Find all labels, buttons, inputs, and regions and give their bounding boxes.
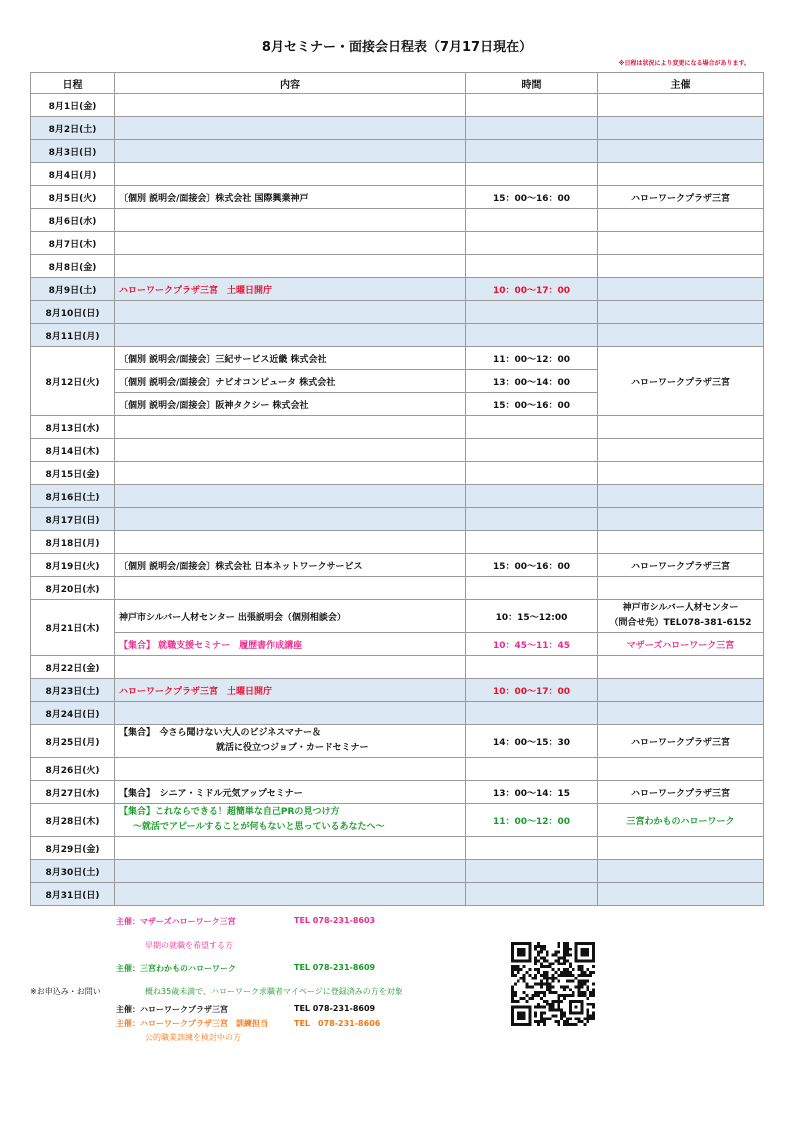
date-cell: 8月29日(金) [31, 837, 115, 860]
event-content: ハローワークプラザ三宮 土曜日開庁 [115, 278, 466, 301]
date-cell: 8月22日(金) [31, 656, 115, 679]
event-content [115, 804, 466, 837]
header-time: 時間 [466, 73, 598, 94]
event-content: 〔個別 説明会/面接会〕阪神タクシー 株式会社 [115, 393, 466, 416]
date-cell: 8月8日(金) [31, 255, 115, 278]
table-row [31, 531, 764, 554]
training-tel: TEL 078-231-8606 [294, 1019, 381, 1028]
event-time: 15：00〜16：00 [466, 554, 598, 577]
wakamono-tel: TEL 078-231-8609 [294, 963, 376, 972]
event-content: ハローワークプラザ三宮 土曜日開庁 [115, 679, 466, 702]
table-row [31, 656, 764, 679]
date-cell: 8月19日(火) [31, 554, 115, 577]
date-cell: 8月31日(日) [31, 883, 115, 906]
date-cell: 8月27日(水) [31, 781, 115, 804]
date-cell: 8月28日(木) [31, 804, 115, 837]
event-host: ハローワークプラザ三宮 [598, 347, 764, 416]
event-time: 15：00〜16：00 [466, 393, 598, 416]
date-cell: 8月23日(土) [31, 679, 115, 702]
inquiry-label: ※お申込み・お問い [30, 987, 101, 996]
training-target: 公的職業訓練を検討中の方 [145, 1033, 241, 1042]
event-host: ハローワークプラザ三宮 [598, 725, 764, 758]
table-row [31, 702, 764, 725]
date-cell: 8月24日(日) [31, 702, 115, 725]
table-row [31, 439, 764, 462]
date-cell: 8月12日(火) [31, 347, 115, 416]
event-host: マザーズハローワーク三宮 [598, 633, 764, 656]
date-cell: 8月7日(木) [31, 232, 115, 255]
header-date: 日程 [31, 73, 115, 94]
event-time: 10：45〜11：45 [466, 633, 598, 656]
mothers-host: 主催：マザーズハローワーク三宮 [116, 917, 236, 926]
event-time: 11：00〜12：00 [466, 804, 598, 837]
event-time: 13：00〜14：15 [466, 781, 598, 804]
mothers-tel: TEL 078-231-8603 [294, 916, 376, 925]
event-content [115, 725, 466, 758]
plaza-tel: TEL 078-231-8609 [294, 1004, 376, 1013]
table-row [31, 860, 764, 883]
event-host [598, 600, 764, 633]
table-row [31, 837, 764, 860]
date-cell: 8月10日(日) [31, 301, 115, 324]
event-content: 〔個別 説明会/面接会〕ナビオコンピュータ 株式会社 [115, 370, 466, 393]
date-cell: 8月5日(火) [31, 186, 115, 209]
table-row [31, 633, 764, 656]
event-content: 〔個別 説明会/面接会〕三紀サービス近畿 株式会社 [115, 347, 466, 370]
table-row [31, 508, 764, 531]
table-row [31, 804, 764, 837]
schedule-table [30, 72, 764, 906]
event-title-line1: 【集合】これならできる！超簡単な自己PRの見つけ方 [119, 807, 340, 817]
date-cell: 8月13日(水) [31, 416, 115, 439]
event-content: 〔個別 説明会/面接会〕株式会社 国際興業神戸 [115, 186, 466, 209]
date-cell: 8月2日(土) [31, 117, 115, 140]
qr-code-icon [509, 942, 597, 1026]
table-row [31, 347, 764, 370]
schedule-note: ※日程は状況により変更になる場合があります。 [618, 60, 750, 67]
date-cell: 8月11日(月) [31, 324, 115, 347]
date-cell: 8月25日(月) [31, 725, 115, 758]
table-row [31, 600, 764, 633]
event-content: 神戸市シルバー人材センター 出張説明会（個別相談会） [115, 600, 466, 633]
event-host: ハローワークプラザ三宮 [598, 186, 764, 209]
table-row [31, 278, 764, 301]
table-row [31, 140, 764, 163]
table-row [31, 301, 764, 324]
event-time: 14：00〜15：30 [466, 725, 598, 758]
host-contact: （問合せ先）TEL078-381-6152 [609, 618, 752, 628]
date-cell: 8月6日(水) [31, 209, 115, 232]
table-row [31, 232, 764, 255]
event-time: 11：00〜12：00 [466, 347, 598, 370]
table-row [31, 577, 764, 600]
training-host: 主催：ハローワークプラザ三宮 訓練担当 [116, 1019, 268, 1028]
header-content: 内容 [115, 73, 466, 94]
date-cell: 8月1日(金) [31, 94, 115, 117]
event-time: 15：00〜16：00 [466, 186, 598, 209]
date-cell: 8月9日(土) [31, 278, 115, 301]
header-row [31, 73, 764, 94]
table-row [31, 416, 764, 439]
event-host: ハローワークプラザ三宮 [598, 554, 764, 577]
table-row [31, 725, 764, 758]
plaza-host: 主催：ハローワークプラザ三宮 [116, 1005, 228, 1014]
table-row [31, 781, 764, 804]
event-content: 〔個別 説明会/面接会〕株式会社 日本ネットワークサービス [115, 554, 466, 577]
event-time: 10：00〜17：00 [466, 278, 598, 301]
date-cell: 8月4日(月) [31, 163, 115, 186]
date-cell: 8月20日(水) [31, 577, 115, 600]
wakamono-target: 概ね35歳未満で、ハローワーク求職者マイページに登録済みの方を対象 [145, 987, 403, 996]
date-cell: 8月14日(木) [31, 439, 115, 462]
wakamono-host: 主催：三宮わかものハローワーク [116, 964, 236, 973]
event-host: 三宮わかものハローワーク [598, 804, 764, 837]
table-row [31, 94, 764, 117]
date-cell: 8月21日(木) [31, 600, 115, 656]
table-row [31, 883, 764, 906]
table-row [31, 209, 764, 232]
event-title-line1: 【集合】 今さら聞けない大人のビジネスマナー＆ [119, 728, 322, 738]
event-content: 【集合】 就職支援セミナー 履歴書作成講座 [115, 633, 466, 656]
table-row [31, 554, 764, 577]
event-time: 10：15〜12:00 [466, 600, 598, 633]
header-host: 主催 [598, 73, 764, 94]
table-row [31, 186, 764, 209]
event-time: 13：00〜14：00 [466, 370, 598, 393]
table-row [31, 255, 764, 278]
event-title-line2: 〜就活でアピールすることが何もないと思っているあなたへ〜 [133, 822, 385, 832]
table-row [31, 117, 764, 140]
page-title: 8月セミナー・面接会日程表（7月17日現在） [261, 40, 533, 55]
event-time: 10：00〜17：00 [466, 679, 598, 702]
date-cell: 8月30日(土) [31, 860, 115, 883]
date-cell: 8月3日(日) [31, 140, 115, 163]
table-row [31, 679, 764, 702]
event-host: ハローワークプラザ三宮 [598, 781, 764, 804]
table-row [31, 758, 764, 781]
table-row [31, 462, 764, 485]
mothers-target: 早期の就職を希望する方 [145, 941, 233, 950]
host-name: 神戸市シルバー人材センター [622, 603, 739, 613]
date-cell: 8月18日(月) [31, 531, 115, 554]
date-cell: 8月16日(土) [31, 485, 115, 508]
date-cell: 8月17日(日) [31, 508, 115, 531]
table-row [31, 324, 764, 347]
date-cell: 8月15日(金) [31, 462, 115, 485]
date-cell: 8月26日(火) [31, 758, 115, 781]
table-row [31, 163, 764, 186]
event-title-line2: 就活に役立つジョブ・カードセミナー [216, 743, 369, 753]
table-row [31, 485, 764, 508]
event-content: 【集合】 シニア・ミドル元気アップセミナー [115, 781, 466, 804]
